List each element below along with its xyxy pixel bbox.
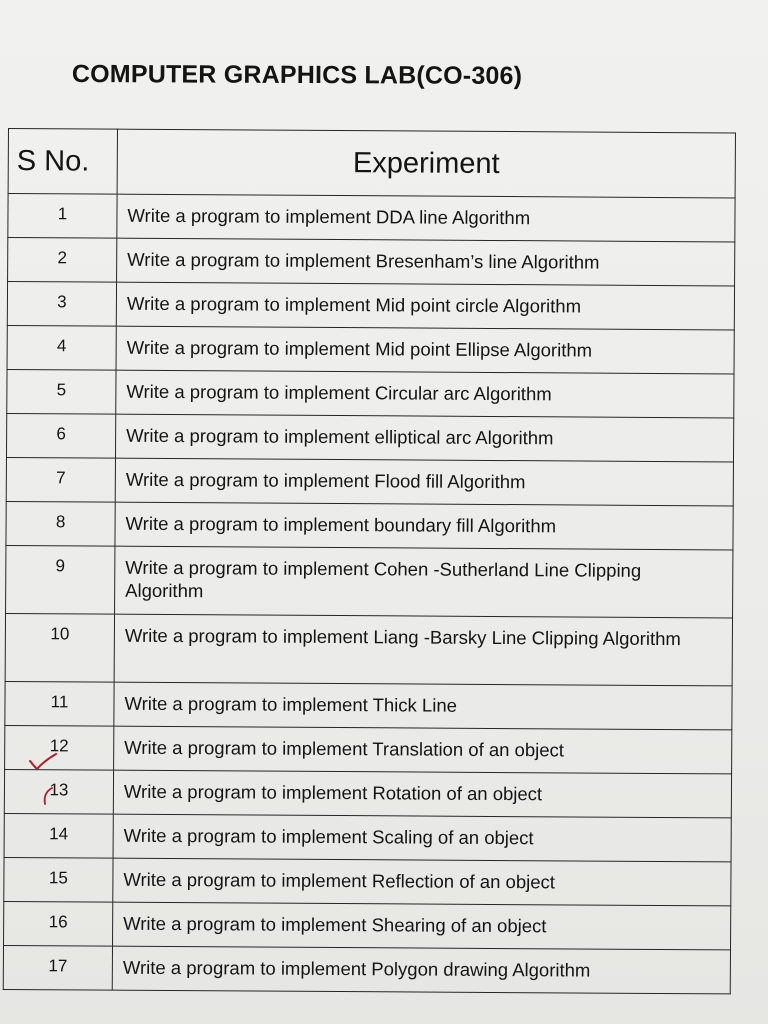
table-row [7, 282, 734, 330]
table-row [4, 813, 731, 861]
row-sno: 7 [6, 457, 115, 502]
row-sno: 5 [7, 369, 116, 414]
table-row [6, 457, 733, 505]
handwritten-pen-mark-icon [40, 785, 56, 807]
row-experiment: Write a program to implement Reflection of an object [113, 858, 731, 906]
row-sno: 16 [4, 901, 113, 946]
table-row [4, 769, 731, 817]
row-experiment: Write a program to implement Thick Line [114, 682, 732, 730]
row-sno: 15 [4, 857, 113, 902]
table-row [7, 369, 734, 417]
row-sno: 4 [7, 325, 116, 370]
table-row [6, 413, 733, 461]
row-experiment: Write a program to implement Flood fill Algorithm [115, 458, 733, 506]
handwritten-check-mark-icon [28, 752, 58, 772]
row-sno: 6 [6, 413, 115, 458]
row-experiment: Write a program to implement Cohen -Sutherland Line Clipping Algorithm [115, 546, 733, 618]
row-experiment: Write a program to implement Rotation of an object [113, 770, 731, 818]
row-experiment: Write a program to implement boundary fill Algorithm [115, 502, 733, 550]
row-experiment: Write a program to implement Liang -Barsky Line Clipping Algorithm [114, 614, 732, 686]
table-row [7, 325, 734, 373]
row-experiment: Write a program to implement Mid point Ellipse Algorithm [116, 326, 734, 374]
row-sno: 13 [4, 769, 113, 814]
row-sno: 11 [5, 681, 114, 726]
row-experiment: Write a program to implement Shearing of an object [113, 902, 731, 950]
table-row [5, 613, 732, 685]
row-sno: 14 [4, 813, 113, 858]
table-row [3, 945, 730, 993]
row-sno: 2 [8, 238, 117, 283]
table-row [6, 545, 733, 617]
table-row [4, 901, 731, 949]
row-sno: 3 [7, 282, 116, 327]
row-sno: 17 [3, 945, 112, 990]
row-sno: 8 [6, 501, 115, 546]
row-experiment: Write a program to implement DDA line Algorithm [117, 194, 735, 242]
row-sno: 9 [6, 545, 115, 614]
row-experiment: Write a program to implement elliptical arc Algorithm [115, 414, 733, 462]
table-row [4, 857, 731, 905]
row-sno: 12 [5, 725, 114, 770]
row-experiment: Write a program to implement Mid point circle Algorithm [116, 282, 734, 330]
header-experiment: Experiment [117, 129, 735, 198]
table-row [5, 725, 732, 773]
table-row [8, 238, 735, 286]
row-experiment: Write a program to implement Circular arc Algorithm [116, 370, 734, 418]
row-sno: 10 [5, 613, 114, 682]
row-experiment: Write a program to implement Bresenham’s line Algorithm [117, 238, 735, 286]
table-row [5, 681, 732, 729]
row-experiment: Write a program to implement Translation of an object [114, 726, 732, 774]
experiments-table-wrapper [3, 128, 735, 994]
header-sno: S No. [8, 129, 117, 195]
table-header-row [8, 129, 735, 198]
row-experiment: Write a program to implement Polygon drawing Algorithm [112, 946, 730, 994]
row-experiment: Write a program to implement Scaling of an object [113, 814, 731, 862]
table-row [8, 194, 735, 242]
experiments-table [3, 128, 736, 994]
table-row [6, 501, 733, 549]
page-title: COMPUTER GRAPHICS LAB(CO-306) [71, 60, 523, 90]
row-sno: 1 [8, 194, 117, 239]
